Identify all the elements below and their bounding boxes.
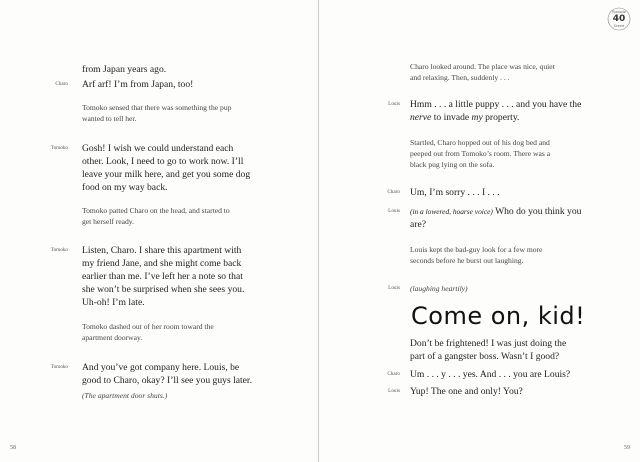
narration-line: Louis kept the bad-guy look for a few more bbox=[410, 245, 543, 254]
narration-line: wanted to tell her. bbox=[82, 114, 137, 123]
speaker-label: Tomoko bbox=[50, 364, 68, 370]
text-span: to invade bbox=[431, 112, 472, 123]
dialogue-line: Listen, Charo. I share this apartment with bbox=[82, 245, 242, 256]
text-span: property. bbox=[482, 112, 520, 123]
narration-line: and relaxing. Then, suddenly . . . bbox=[410, 73, 510, 82]
dialogue-line: good to Charo, okay? I’ll see you guys later. bbox=[82, 375, 252, 386]
dialogue-line: And you’ve got company here. Louis, be bbox=[82, 362, 240, 373]
dialogue-line: Yup! The one and only! You? bbox=[410, 386, 523, 397]
page-number: 59 bbox=[624, 445, 630, 451]
dialogue-line bbox=[410, 111, 519, 124]
speaker-label: Louis bbox=[388, 208, 400, 214]
narration-line: Startled, Charo hopped out of his dog bed and bbox=[410, 138, 550, 147]
dialogue-line: she won’t be surprised when she sees you. bbox=[82, 284, 245, 295]
dialogue-line: Arf arf! I’m from Japan, too! bbox=[82, 79, 194, 90]
narration-line: Charo looked around. The place was nice, quiet bbox=[410, 62, 555, 71]
speaker-label: Charo bbox=[387, 371, 400, 377]
narration-line: Tomoko dashed out of her room toward the bbox=[82, 322, 214, 331]
dialogue-line bbox=[410, 205, 581, 218]
episode-badge bbox=[606, 6, 632, 32]
dialogue-line: from Japan years ago. bbox=[82, 64, 167, 75]
narration-line: peeped out from Tomoko’s room. There was a bbox=[410, 149, 551, 158]
narration-line: seconds before he burst out laughing. bbox=[410, 256, 524, 265]
dialogue-line: Hmm . . . a little puppy . . . and you have the bbox=[410, 99, 582, 110]
speaker-label: Tomoko bbox=[50, 145, 68, 151]
emphasis: my bbox=[471, 112, 483, 123]
dialogue-line: Gosh! I wish we could understand each bbox=[82, 143, 234, 154]
narration-line: Tomoko sensed that there was something the pup bbox=[82, 103, 232, 112]
badge-top-label: Episode bbox=[612, 10, 626, 14]
badge-number: 40 bbox=[612, 14, 626, 24]
badge-bottom-label: Scene bbox=[613, 24, 625, 28]
stage-direction: (The apartment door shuts.) bbox=[82, 391, 168, 400]
stage-direction: (laughing heartily) bbox=[410, 284, 468, 293]
stage-direction: (in a lowered, hoarse voice) bbox=[410, 207, 493, 216]
dialogue-line: other. Look, I need to go to work now. I’ll bbox=[82, 156, 244, 167]
speaker-label: Charo bbox=[55, 81, 68, 87]
speaker-label: Louis bbox=[388, 285, 400, 291]
speaker-label: Louis bbox=[388, 388, 400, 394]
speaker-label: Tomoko bbox=[50, 247, 68, 253]
dialogue-line: Uh-oh! I’m late. bbox=[82, 297, 145, 308]
exclamation-text: Come on, kid! bbox=[411, 302, 586, 330]
narration-line: black pug lying on the sofa. bbox=[410, 160, 495, 169]
narration-line: get herself ready. bbox=[82, 217, 135, 226]
page-number: 58 bbox=[10, 445, 16, 451]
speaker-label: Charo bbox=[387, 189, 400, 195]
dialogue-line: Don’t be frightened! I was just doing the bbox=[410, 338, 567, 349]
speaker-label: Louis bbox=[388, 101, 400, 107]
dialogue-line: part of a gangster boss. Wasn’t I good? bbox=[410, 351, 560, 362]
dialogue-line: Um, I’m sorry . . . I . . . bbox=[410, 187, 500, 198]
dialogue-line: food on my way back. bbox=[82, 182, 168, 193]
dialogue-line: leave your milk here, and get you some dog bbox=[82, 169, 251, 180]
narration-line: apartment doorway. bbox=[82, 333, 143, 342]
narration-line: Tomoko patted Charo on the head, and started to bbox=[82, 206, 230, 215]
dialogue-line: are? bbox=[410, 219, 426, 230]
dialogue-line: earlier than me. I’ve left her a note so that bbox=[82, 271, 243, 282]
right-page bbox=[319, 0, 640, 462]
emphasis: nerve bbox=[410, 112, 432, 123]
text-span: Who do you think you bbox=[492, 206, 582, 217]
left-page bbox=[0, 0, 319, 462]
dialogue-line: my friend Jane, and she might come back bbox=[82, 258, 242, 269]
dialogue-line: Um . . . y . . . yes. And . . . you are Louis? bbox=[410, 369, 571, 380]
